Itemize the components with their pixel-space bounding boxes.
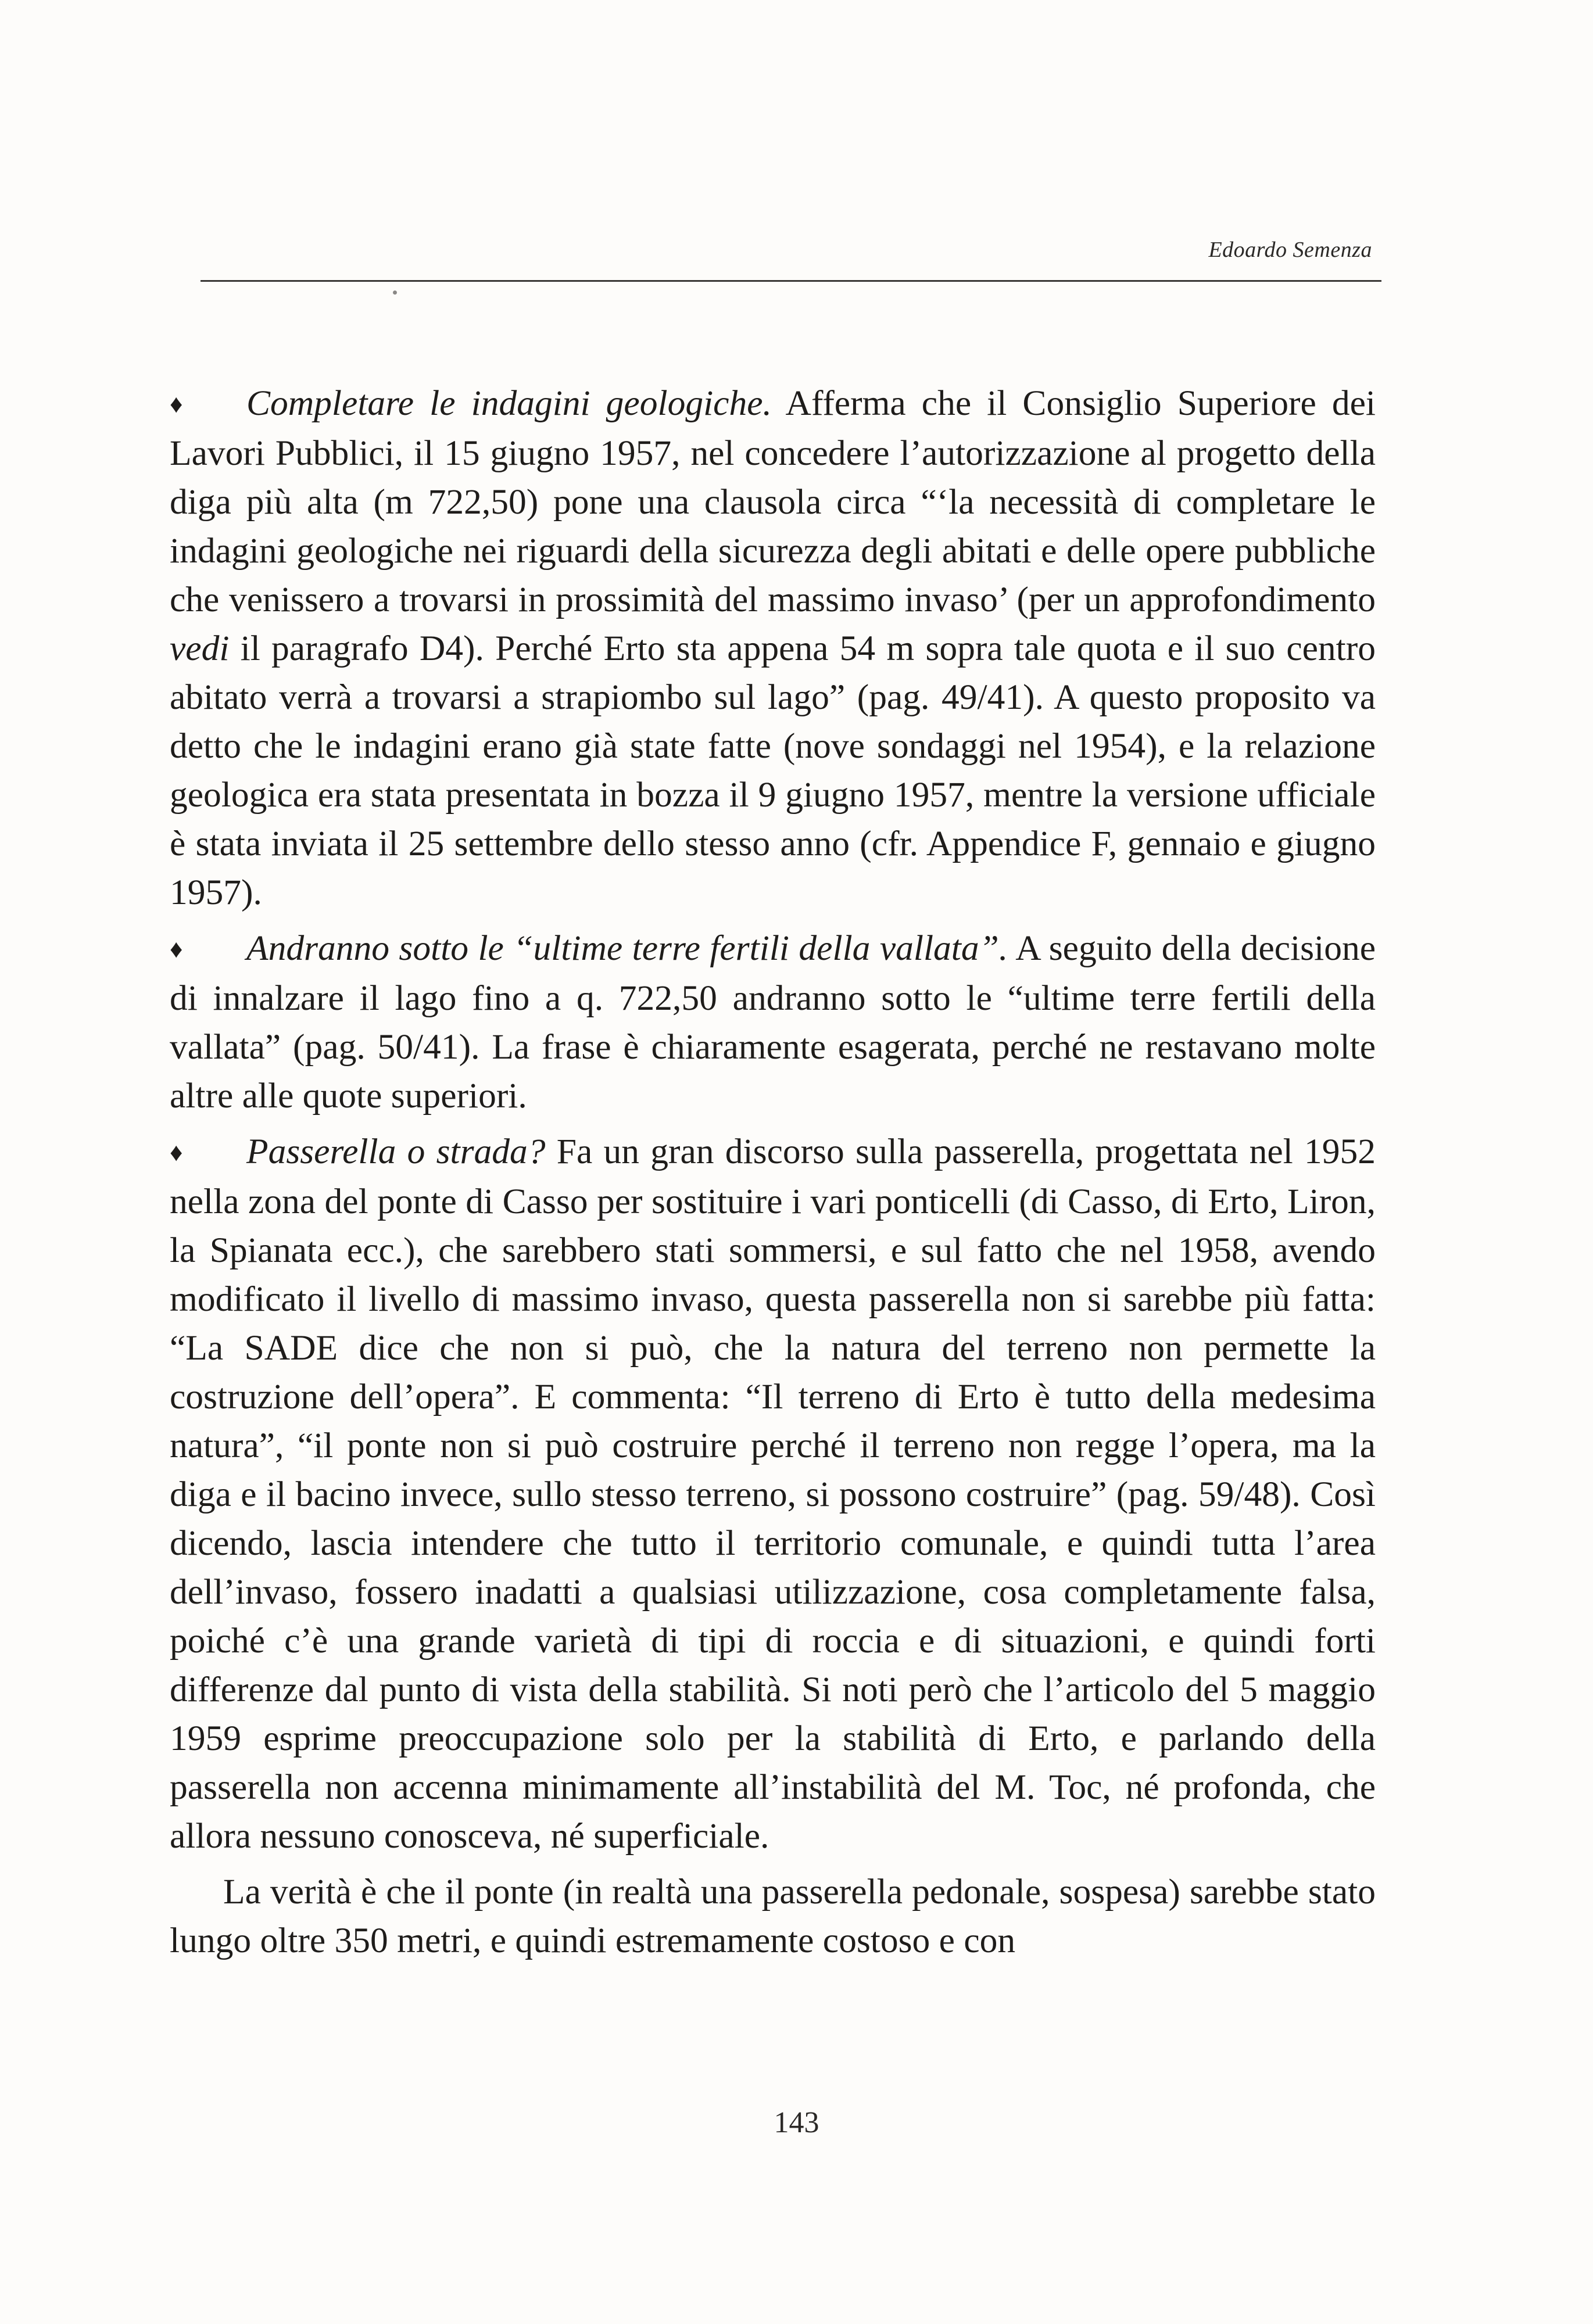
paragraph-lead: Passerella o strada? <box>246 1132 546 1171</box>
diamond-bullet-icon: ♦ <box>170 1138 183 1167</box>
scan-speck <box>393 290 397 295</box>
paragraph-emphasis: vedi <box>170 629 230 668</box>
paragraph-truth <box>170 1867 1376 1965</box>
paragraph-lead: Andranno sotto le “ultime terre fertili della vallata”. <box>246 928 1008 968</box>
paragraph-geological-surveys <box>170 379 1376 917</box>
paragraph-footbridge <box>170 1127 1376 1860</box>
diamond-bullet-icon: ♦ <box>170 935 183 963</box>
paragraph-lead: Completare le indagini geologiche. <box>246 383 772 423</box>
paragraph-text: A seguito della decisione di innalzare il lago fino a q. 722,50 andranno sotto le “ultime terre fertili della vallata” (pag. 50/41). La frase è chiaramente esagerata, perché ne restavano molte altre alle quote superiori. <box>170 928 1376 1116</box>
page-number: 143 <box>774 2106 819 2139</box>
body-text <box>170 379 1376 1965</box>
paragraph-text: Fa un gran discorso sulla passerella, progettata nel 1952 nella zona del ponte di Casso per sostituire i vari ponticelli (di Casso, di Erto, Liron, la Spianata ecc.), che sarebbero stati sommersi, e sul fatto che nel 1958, avendo modificato il livello di massimo invaso, questa passerella non si sarebbe più fatta: “La SADE dice che non si può, che la natura del terreno non permette la costruzione dell’opera”. E commenta: “Il terreno di Erto è tutto della medesima natura”, “il ponte non si può costruire perché il terreno non regge l’opera, ma la diga e il bacino invece, sullo stesso terreno, si possono costruire” (pag. 59/48). Così dicendo, lascia intendere che tutto il territorio comunale, e quindi tutta l’area dell’invaso, fossero inadatti a qualsiasi utilizzazione, cosa completamente falsa, poiché c’è una grande varietà di tipi di roccia e di situazioni, e quindi forti differenze dal punto di vista della stabilità. Si noti però che l’articolo del 5 maggio 1959 esprime preoccupazione solo per la stabilità di Erto, e parlando della passerella non accenna minimamente all’instabilità del M. Toc, né profonda, che allora nessuno conosceva, né superficiale. <box>170 1132 1376 1856</box>
running-head-author: Edoardo Semenza <box>1208 238 1372 262</box>
paragraph-text: Afferma che il Consiglio Superiore dei Lavori Pubblici, il 15 giugno 1957, nel concedere l’autorizzazione al progetto della diga più alta (m 722,50) pone una clausola circa “‘la necessità di completare le indagini geologiche nei riguardi della sicurezza degli abitati e delle opere pubbliche che venissero a trovarsi in prossimità del massimo invaso’ (per un approfondimento <box>170 383 1376 619</box>
paragraph-text: La verità è che il ponte (in realtà una passerella pedonale, sospesa) sarebbe stato lungo oltre 350 metri, e quindi estremamente costoso e con <box>170 1872 1376 1960</box>
paragraph-fertile-lands <box>170 924 1376 1120</box>
paragraph-text-continued: il paragrafo D4). Perché Erto sta appena 54 m sopra tale quota e il suo centro abitato verrà a trovarsi a strapiombo sul lago” (pag. 49/41). A questo proposito va detto che le indagini erano già state fatte (nove sondaggi nel 1954), e la relazione geologica era stata presentata in bozza il 9 giugno 1957, mentre la versione ufficiale è stata inviata il 25 settembre dello stesso anno (cfr. Appendice F, gennaio e giugno 1957). <box>170 629 1376 912</box>
diamond-bullet-icon: ♦ <box>170 390 183 418</box>
header-rule <box>201 280 1381 282</box>
